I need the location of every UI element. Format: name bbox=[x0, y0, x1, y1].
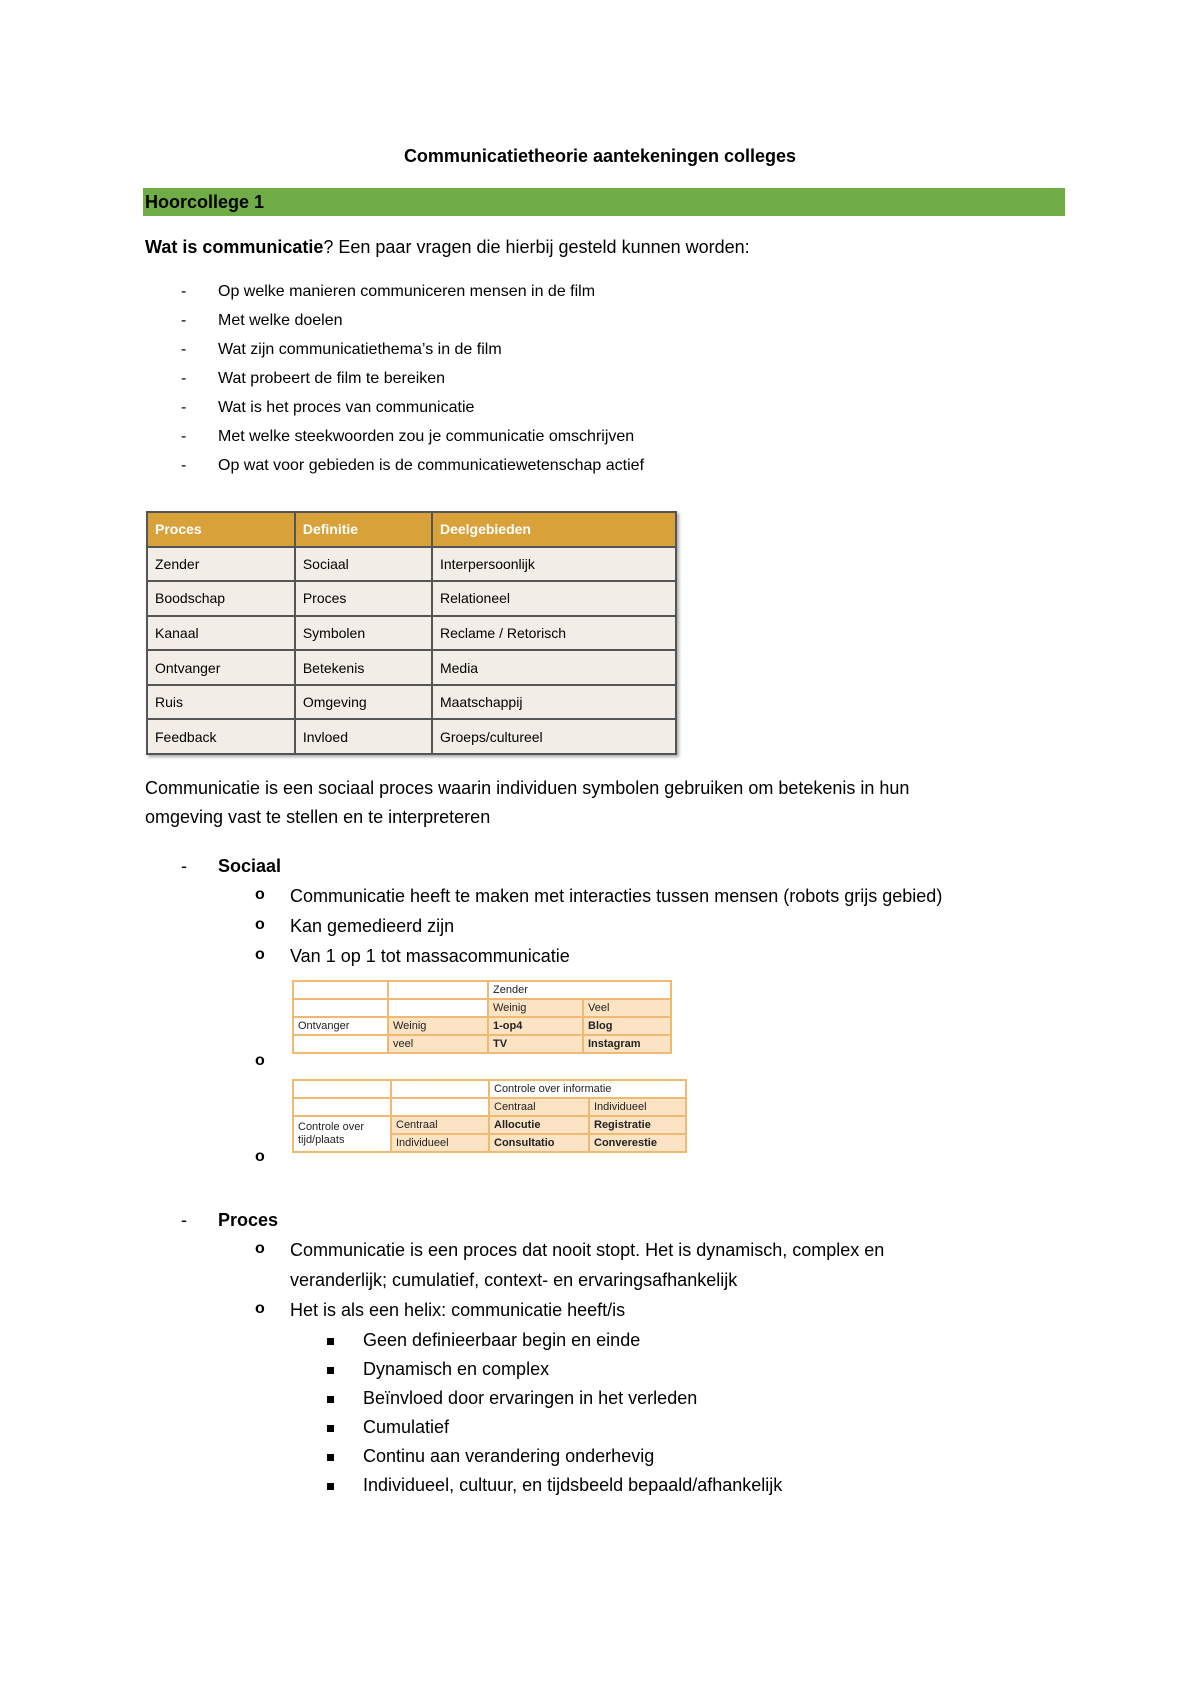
document-page: Communicatietheorie aantekeningen colleges Hoorcollege 1 Wat is communicatie? Een paar vragen die hierbij gesteld kunnen worden: - Op welke manieren communiceren mensen in de film - Met welke doelen - Wat zijn communicatiethema’s in de film - Wat probeert de film te bereiken - Wat is het proces van communicatie - Met welke steekwoorden zou je communicatie omschrijven - Op wat voor gebieden is de communicatiewetenschap actief Proces Definitie Deelgebieden Zender Sociaal Interpersoonlijk Boodschap Proces Relationeel Kanaal Symbolen Reclame / Retorisch Ontvanger Betekenis Media Ruis Omgeving Maatschappij Feedback Invloed Groeps/cultureel Communicatie is een sociaal proces waarin individuen symbolen gebruiken om betekenis in hun omgeving vast te stellen en te interpreteren - Sociaal o Communicatie heeft te maken met interacties tussen mensen (robots grijs gebied) o Kan gemedieerd zijn o Van 1 op 1 tot massacommunicatie o o Zender Weinig Veel Ontvanger Weinig 1-op4 Blog veel TV Instagram Controle over informatie Centraal Individueel Controle over tijd/plaats Centraal Allocutie Registratie Individueel Consultatio Converestie - Proces o Communicatie is een proces dat nooit stopt. Het is dynamisch, complex en veranderlijk; cumulatief, context- en ervaringsafhankelijk o Het is als een helix: communicatie heeft/is Geen definieerbaar begin en einde Dynamisch en complex Beïnvloed door ervaringen in het verleden Cumulatief Continu aan verandering onderhevig Individueel, cultuur, en tijdsbeeld bepaald/afhankelijk bbox=[0, 0, 1200, 1698]
table-row: Kanaal Symbolen Reclame / Retorisch bbox=[147, 616, 676, 651]
definition-line: omgeving vast te stellen en te interpreteren bbox=[145, 807, 491, 827]
page-title: Communicatietheorie aantekeningen colleges bbox=[403, 146, 797, 166]
table-header: Deelgebieden bbox=[432, 512, 676, 547]
controle-table: Controle over informatie Centraal Individueel Controle over tijd/plaats Centraal Allocutie Registratie Individueel Consultatio Converestie bbox=[292, 1079, 687, 1153]
table-row: Zender Sociaal Interpersoonlijk bbox=[147, 547, 676, 582]
process-table bbox=[146, 511, 677, 755]
intro-bold: Wat is communicatie bbox=[145, 237, 324, 257]
table-row: Ruis Omgeving Maatschappij bbox=[147, 685, 676, 720]
intro-line bbox=[145, 237, 750, 258]
table-header: Proces bbox=[147, 512, 295, 547]
table-row: Feedback Invloed Groeps/cultureel bbox=[147, 719, 676, 754]
table-header: Definitie bbox=[295, 512, 432, 547]
definition-line: Communicatie is een sociaal proces waarin individuen symbolen gebruiken om betekenis in hun bbox=[145, 778, 910, 798]
intro-rest: ? Een paar vragen die hierbij gesteld kunnen worden: bbox=[323, 237, 750, 257]
section-heading: Hoorcollege 1 bbox=[143, 188, 1065, 216]
table-row: Boodschap Proces Relationeel bbox=[147, 581, 676, 616]
zender-ontvanger-table: Zender Weinig Veel Ontvanger Weinig 1-op4 Blog veel TV Instagram bbox=[292, 980, 672, 1054]
table-row: Ontvanger Betekenis Media bbox=[147, 650, 676, 685]
